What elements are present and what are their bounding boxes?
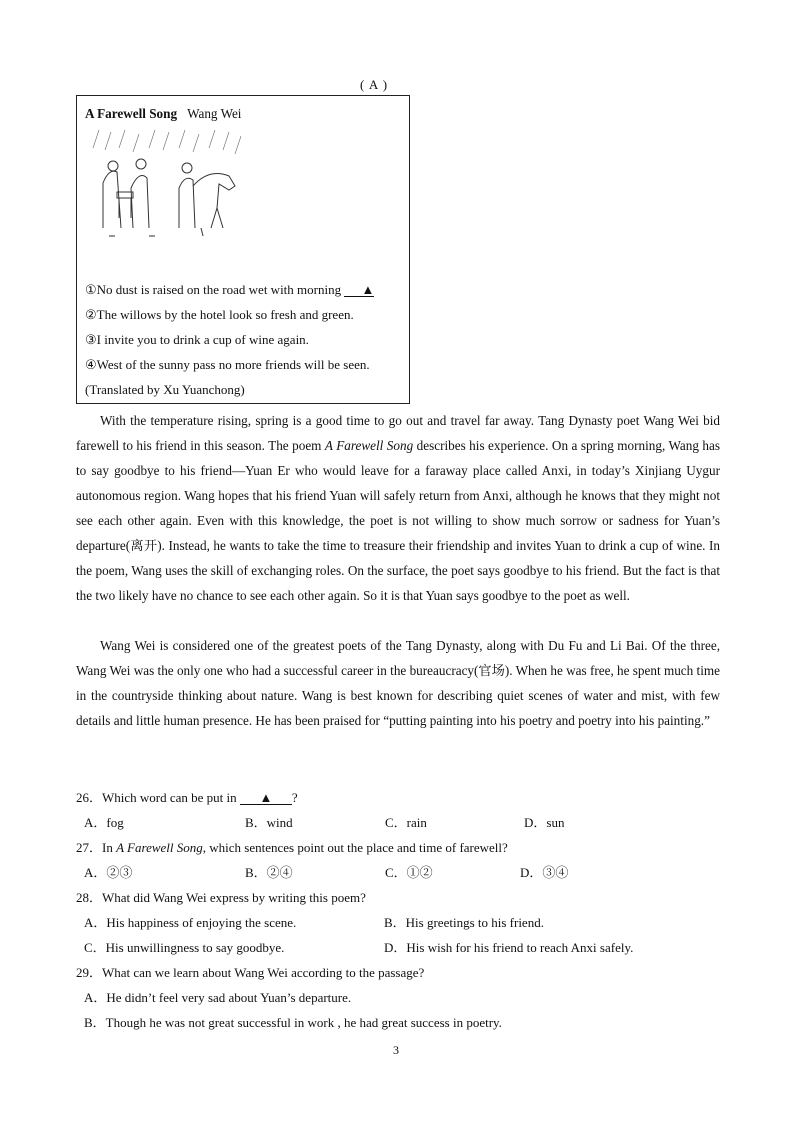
q26-option-b[interactable]: B．wind <box>245 815 293 830</box>
poem-title: A Farewell Song <box>85 106 178 121</box>
q29-option-a[interactable]: A．He didn’t feel very sad about Yuan’s departure. <box>84 990 352 1005</box>
passage-paragraph-1 <box>76 408 720 608</box>
section-label: ( A ) <box>360 77 389 92</box>
q27-poem-title: A Farewell Song <box>116 840 203 855</box>
passage-paragraph-2: Wang Wei is considered one of the greatest poets of the Tang Dynasty, along with Du Fu and Li Bai. Of the three, Wang Wei was the only one who had a successful career in the bureaucracy(官场). When he was free, he spent much time in the countryside thinking about nature. Wang is best known for describing quiet scenes of water and mist, with few details and little human presence. He has been praised for “putting painting into his poetry and poetry into his painting.” <box>76 638 720 728</box>
q27-option-c[interactable]: C．①② <box>385 865 433 880</box>
poem-blank: ▲ <box>344 283 374 297</box>
q27-option-d[interactable]: D．③④ <box>520 865 569 880</box>
q26-option-c[interactable]: C．rain <box>385 815 427 830</box>
q27-rest: , which sentences point out the place and time of farewell? <box>202 840 508 855</box>
q28-option-b[interactable]: B．His greetings to his friend. <box>384 915 544 930</box>
q26-end: ? <box>291 790 298 805</box>
poem-line-1-text: ①No dust is raised on the road wet with morning <box>85 282 342 297</box>
q28-option-d[interactable]: D．His wish for his friend to reach Anxi safely. <box>384 940 634 955</box>
poem-translator: (Translated by Xu Yuanchong) <box>85 382 245 397</box>
poem-line-2: ②The willows by the hotel look so fresh and green. <box>85 307 354 322</box>
q27-prefix: 27．In <box>76 840 117 855</box>
p1-rest: describes his experience. On a spring morning, Wang has to say goodbye to his friend—Yuan Er who would leave for a faraway place called Anxi, in today’s Xinjiang Uygur autonomous region. Wang hopes that his friend Yuan will safely return from Anxi, although he knows that they might not see each other again. Even with this knowledge, the poet is not willing to show much sorrow or sadness for Yuan’s departure(离开). Instead, he wants to take the time to treasure their friendship and invites Yuan to drink a cup of wine. In the poem, Wang uses the skill of exchanging roles. On the surface, the poet says goodbye to his friend. But the fact is that the two likely have no chance to see each other again. So it is that Yuan says goodbye to the poet as well. <box>76 438 720 603</box>
page-number: 3 <box>393 1043 399 1057</box>
poem-heading <box>85 106 241 122</box>
q26-option-d[interactable]: D．sun <box>524 815 565 830</box>
p1-text: With the temperature rising, spring is a good time to go out and travel far away. Tang Dynasty poet Wang Wei bid farewell to his friend in this season. The poem <box>76 413 720 453</box>
q26-blank: ▲ <box>240 791 292 805</box>
p1-poem-title: A Farewell Song <box>324 438 414 453</box>
poem-line-1 <box>85 282 374 298</box>
poem-line-3: ③I invite you to drink a cup of wine again. <box>85 332 309 347</box>
question-28: 28．What did Wang Wei express by writing this poem? <box>76 890 366 905</box>
q28-option-a[interactable]: A．His happiness of enjoying the scene. <box>84 915 297 930</box>
poem-box <box>76 95 410 404</box>
q29-option-b[interactable]: B．Though he was not great successful in work , he had great success in poetry. <box>84 1015 502 1030</box>
question-29: 29．What can we learn about Wang Wei according to the passage? <box>76 965 425 980</box>
q27-option-b[interactable]: B．②④ <box>245 865 293 880</box>
poem-line-4: ④West of the sunny pass no more friends will be seen. <box>85 357 370 372</box>
q28-option-c[interactable]: C．His unwillingness to say goodbye. <box>84 940 285 955</box>
question-27 <box>76 837 508 856</box>
q27-option-a[interactable]: A．②③ <box>84 865 133 880</box>
q26-option-a[interactable]: A．fog <box>84 815 124 830</box>
question-26 <box>76 787 298 806</box>
farewell-illustration <box>89 128 249 246</box>
poem-author: Wang Wei <box>187 106 242 121</box>
q26-stem: 26．Which word can be put in <box>76 790 237 805</box>
